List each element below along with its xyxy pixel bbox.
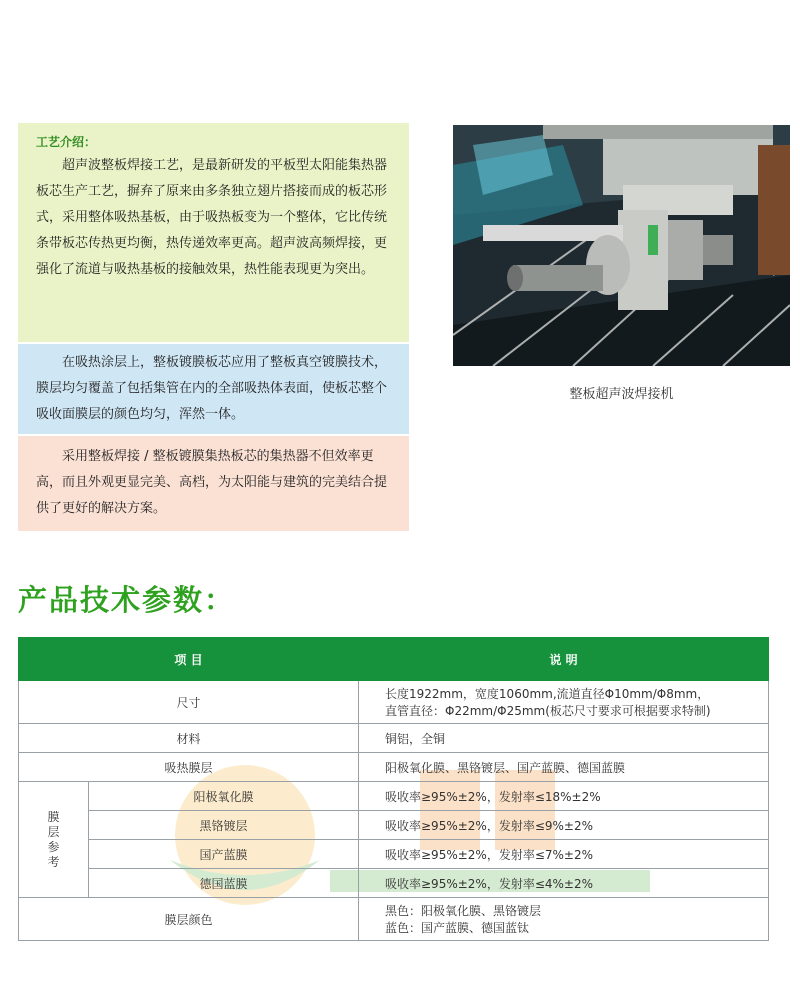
row-label: 材料: [19, 724, 359, 753]
header-desc: 说 明: [359, 638, 769, 681]
row-value: [359, 898, 769, 941]
table-row-film: [19, 840, 769, 869]
table-row-size: [19, 681, 769, 724]
table-row-film: [19, 782, 769, 811]
film-name: 国产蓝膜: [89, 840, 359, 869]
intro-block-process: [18, 123, 409, 342]
table-row-film: [19, 811, 769, 840]
intro-paragraph-1: 超声波整板焊接工艺，是最新研发的平板型太阳能集热器板芯生产工艺，摒弃了原来由多条独立翅片搭接而成的板芯形式，采用整体吸热基板，由于吸热板变为一个整体，它比传统条带板芯传热更均衡，热传递效率更高。超声波高频焊接，更强化了流道与吸热基板的接触效果，热性能表现更为突出。: [36, 158, 388, 277]
intro-paragraph-2: 在吸热涂层上，整板镀膜板芯应用了整板真空镀膜技术，膜层均匀覆盖了包括集管在内的全部吸热体表面，使板芯整个吸收面膜层的颜色均匀，浑然一体。: [36, 355, 388, 422]
intro-block-advantage: [18, 436, 409, 531]
row-label: 膜层颜色: [19, 898, 359, 941]
film-name: 阳极氧化膜: [89, 782, 359, 811]
table-row-film: [19, 869, 769, 898]
photo-caption: 整板超声波焊接机: [569, 387, 674, 402]
size-line-2: 直管直径：Φ22mm/Φ25mm(板芯尺寸要求可根据要求特制): [385, 704, 711, 718]
color-line-1: 黑色：阳极氧化膜、黑铬镀层: [385, 904, 542, 918]
row-value: 阳极氧化膜、黑铬镀层、国产蓝膜、德国蓝膜: [359, 753, 769, 782]
table-row-coating: [19, 753, 769, 782]
size-line-1: 长度1922mm，宽度1060mm,流道直径Φ10mm/Φ8mm，: [385, 687, 710, 701]
film-value: 吸收率≥95%±2%，发射率≤9%±2%: [359, 811, 769, 840]
intro-block-coating: [18, 344, 409, 434]
film-group-cell: [19, 782, 89, 898]
intro-title: 工艺介绍：: [36, 135, 97, 149]
section-title: 产品技术参数：: [18, 583, 236, 617]
film-name: 德国蓝膜: [89, 869, 359, 898]
table-row-color: [19, 898, 769, 941]
film-value: 吸收率≥95%±2%，发射率≤7%±2%: [359, 840, 769, 869]
row-value: [359, 681, 769, 724]
welding-machine-photo: [453, 125, 790, 366]
header-item: 项 目: [19, 638, 359, 681]
table-row-material: [19, 724, 769, 753]
film-value: 吸收率≥95%±2%，发射率≤18%±2%: [359, 782, 769, 811]
row-label: 吸热膜层: [19, 753, 359, 782]
film-name: 黑铬镀层: [89, 811, 359, 840]
row-label: 尺寸: [19, 681, 359, 724]
intro-paragraph-3: 采用整板焊接 / 整板镀膜集热板芯的集热器不但效率更高，而且外观更显完美、高档，为太阳能与建筑的完美结合提供了更好的解决方案。: [36, 449, 388, 516]
film-group-label: 膜层参考: [47, 809, 60, 869]
table-header-row: [19, 638, 769, 681]
row-value: 铜铝，全铜: [359, 724, 769, 753]
spec-table: [18, 637, 769, 941]
color-line-2: 蓝色：国产蓝膜、德国蓝钛: [385, 921, 530, 935]
film-value: 吸收率≥95%±2%，发射率≤4%±2%: [359, 869, 769, 898]
